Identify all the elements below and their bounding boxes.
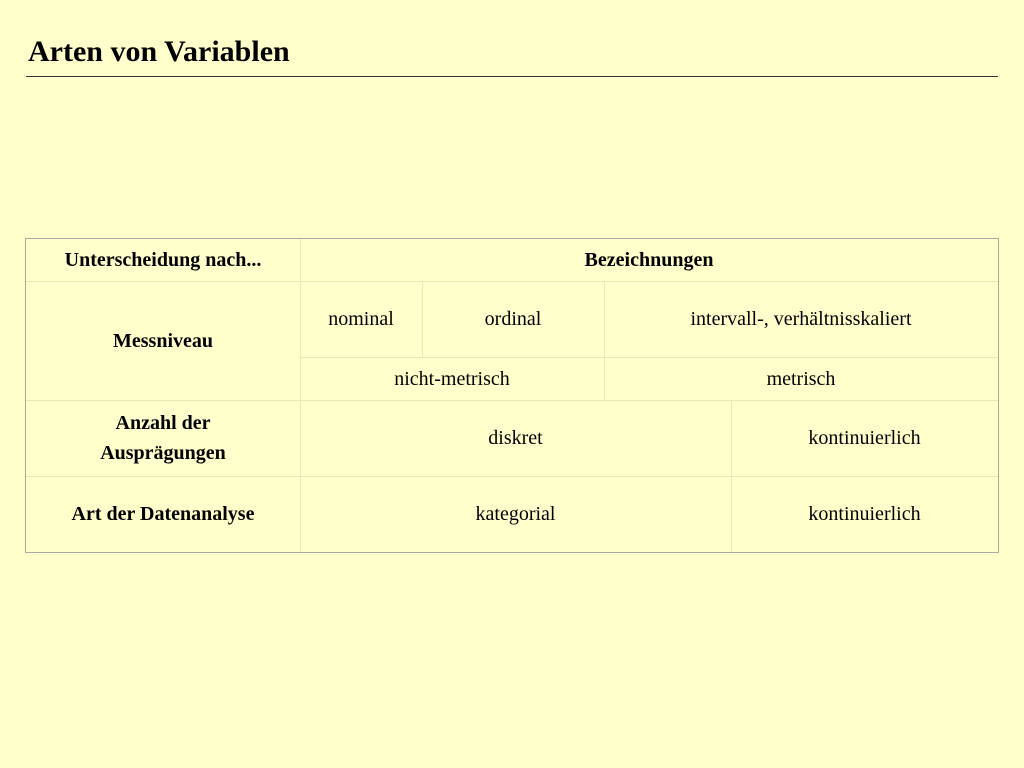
row-label-datenanalyse: Art der Datenanalyse — [71, 503, 255, 525]
variable-types-table — [25, 238, 999, 553]
cell-kontinuierlich-datenanalyse: kontinuierlich — [808, 503, 921, 525]
cell-intervall: intervall-, verhältnisskaliert — [690, 308, 912, 330]
cell-kontinuierlich-auspraegungen: kontinuierlich — [808, 427, 921, 449]
cell-nominal: nominal — [328, 308, 394, 330]
row-label-auspraegungen — [26, 400, 300, 476]
cell-metrisch: metrisch — [766, 367, 836, 390]
title-divider — [26, 76, 998, 77]
row-label-messniveau: Messniveau — [113, 329, 213, 352]
slide-title: Arten von Variablen — [28, 35, 290, 68]
cell-ordinal: ordinal — [484, 308, 542, 330]
cell-diskret: diskret — [488, 427, 543, 449]
row-label-auspraegungen-line1: Anzahl der — [115, 412, 211, 434]
row-label-auspraegungen-line2: Ausprägungen — [100, 442, 226, 464]
cell-kategorial: kategorial — [475, 503, 556, 525]
header-criterion: Unterscheidung nach... — [64, 249, 262, 271]
header-names: Bezeichnungen — [584, 249, 714, 271]
cell-nicht-metrisch: nicht-metrisch — [394, 367, 510, 390]
